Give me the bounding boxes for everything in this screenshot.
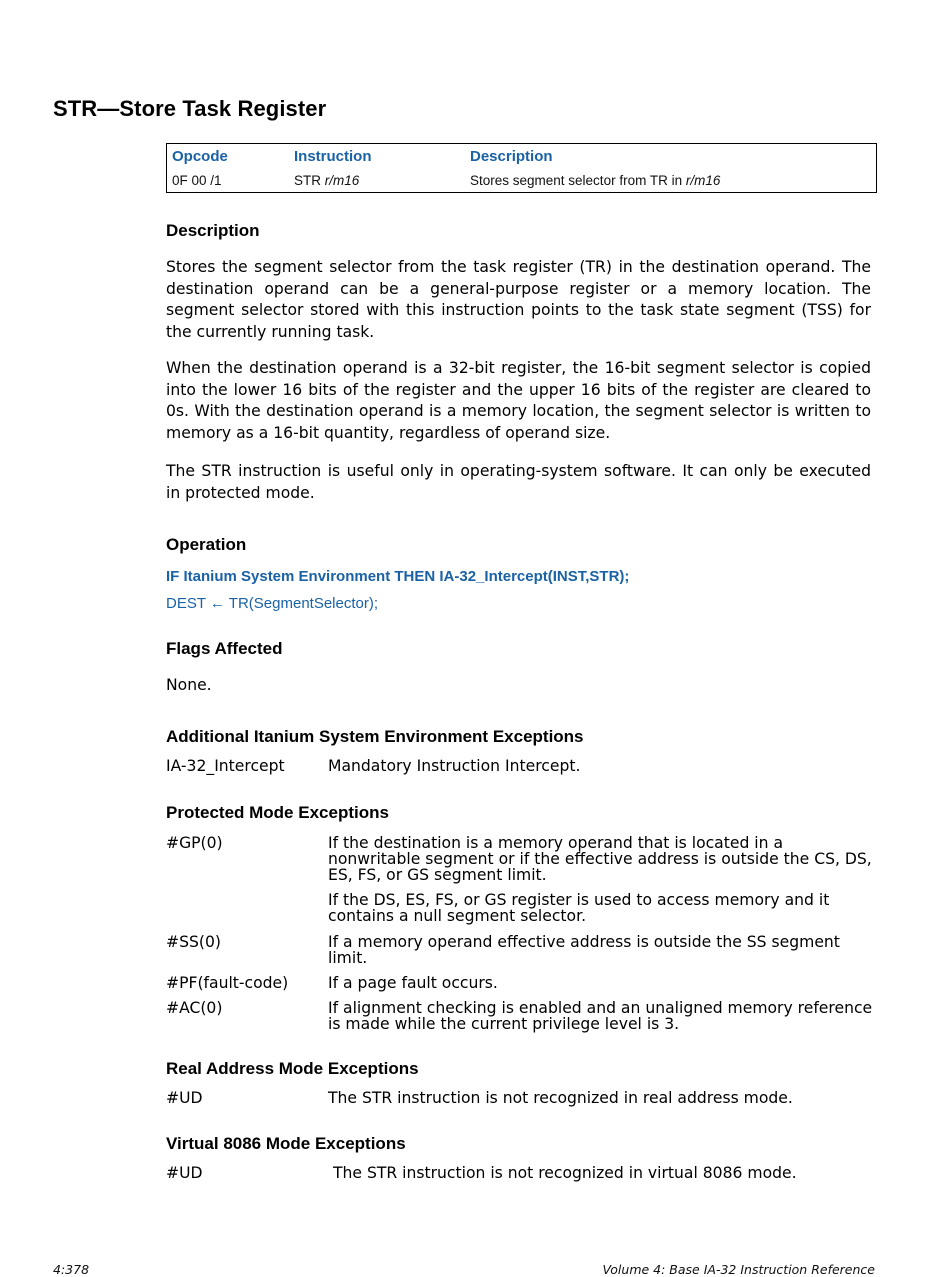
flags-affected-heading: Flags Affected <box>166 639 283 658</box>
opcode-table <box>166 143 877 193</box>
exception-description: If a memory operand effective address is outside the SS segment limit. <box>328 933 840 967</box>
exception-description: If a page fault occurs. <box>328 974 498 992</box>
exception-description: If the DS, ES, FS, or GS register is used to access memory and it contains a null segment selector. <box>328 891 830 925</box>
instruction-mnemonic: STR <box>294 173 321 188</box>
protected-mode-heading: Protected Mode Exceptions <box>166 803 389 822</box>
opcode-header: Opcode <box>172 148 228 165</box>
exception-term: #AC(0) <box>166 999 223 1017</box>
virtual-8086-mode-heading: Virtual 8086 Mode Exceptions <box>166 1134 406 1153</box>
exception-description: If alignment checking is enabled and an unaligned memory reference is made while the current privilege level is 3. <box>328 999 873 1033</box>
exception-term: #UD <box>166 1164 203 1182</box>
exception-term: #SS(0) <box>166 933 221 951</box>
description-paragraph: When the destination operand is a 32-bit register, the 16-bit segment selector is copied into the lower 16 bits of the register and the upper 16 bits of the register are cleared to 0s. With the destination operand is a memory location, the segment selector is written to memory as a 16-bit quantity, regardless of operand size. <box>166 359 871 443</box>
itanium-exceptions-heading: Additional Itanium System Environment Exceptions <box>166 727 584 746</box>
description-value <box>470 173 720 188</box>
exception-description: The STR instruction is not recognized in virtual 8086 mode. <box>333 1164 797 1182</box>
exception-term: IA-32_Intercept <box>166 757 285 775</box>
opcode-value: 0F 00 /1 <box>172 173 222 188</box>
exception-term: #GP(0) <box>166 834 223 852</box>
description-prefix: Stores segment selector from TR in <box>470 173 683 188</box>
operation-line: IF Itanium System Environment THEN IA-32_Intercept(INST,STR); <box>166 568 630 585</box>
exception-term: #PF(fault-code) <box>166 974 289 992</box>
operation-heading: Operation <box>166 535 247 554</box>
exception-description: Mandatory Instruction Intercept. <box>328 757 581 775</box>
instruction-header: Instruction <box>294 148 372 165</box>
page-title: STR—Store Task Register <box>53 96 327 121</box>
real-address-mode-heading: Real Address Mode Exceptions <box>166 1059 419 1078</box>
exception-description: If the destination is a memory operand that is located in a nonwritable segment or if the effective address is outside the CS, DS, ES, FS, or GS segment limit. <box>328 834 872 884</box>
instruction-value <box>294 173 359 188</box>
description-paragraph: The STR instruction is useful only in operating-system software. It can only be executed in protected mode. <box>166 462 871 502</box>
footer-volume-title: Volume 4: Base IA-32 Instruction Reference <box>602 1262 875 1277</box>
description-paragraph: Stores the segment selector from the task register (TR) in the destination operand. The destination operand can be a general-purpose register or a memory location. The segment selector stored with this instruction points to the task state segment (TSS) for the currently running task. <box>166 258 871 342</box>
flags-affected-text: None. <box>166 676 212 694</box>
description-heading: Description <box>166 221 260 240</box>
footer-page-number: 4:378 <box>53 1262 90 1277</box>
exception-term: #UD <box>166 1089 203 1107</box>
description-header: Description <box>470 148 553 165</box>
instruction-operand: r/m16 <box>324 173 360 188</box>
exception-description: The STR instruction is not recognized in real address mode. <box>328 1089 793 1107</box>
description-operand: r/m16 <box>685 173 721 188</box>
operation-line: DEST ← TR(SegmentSelector); <box>166 595 379 612</box>
